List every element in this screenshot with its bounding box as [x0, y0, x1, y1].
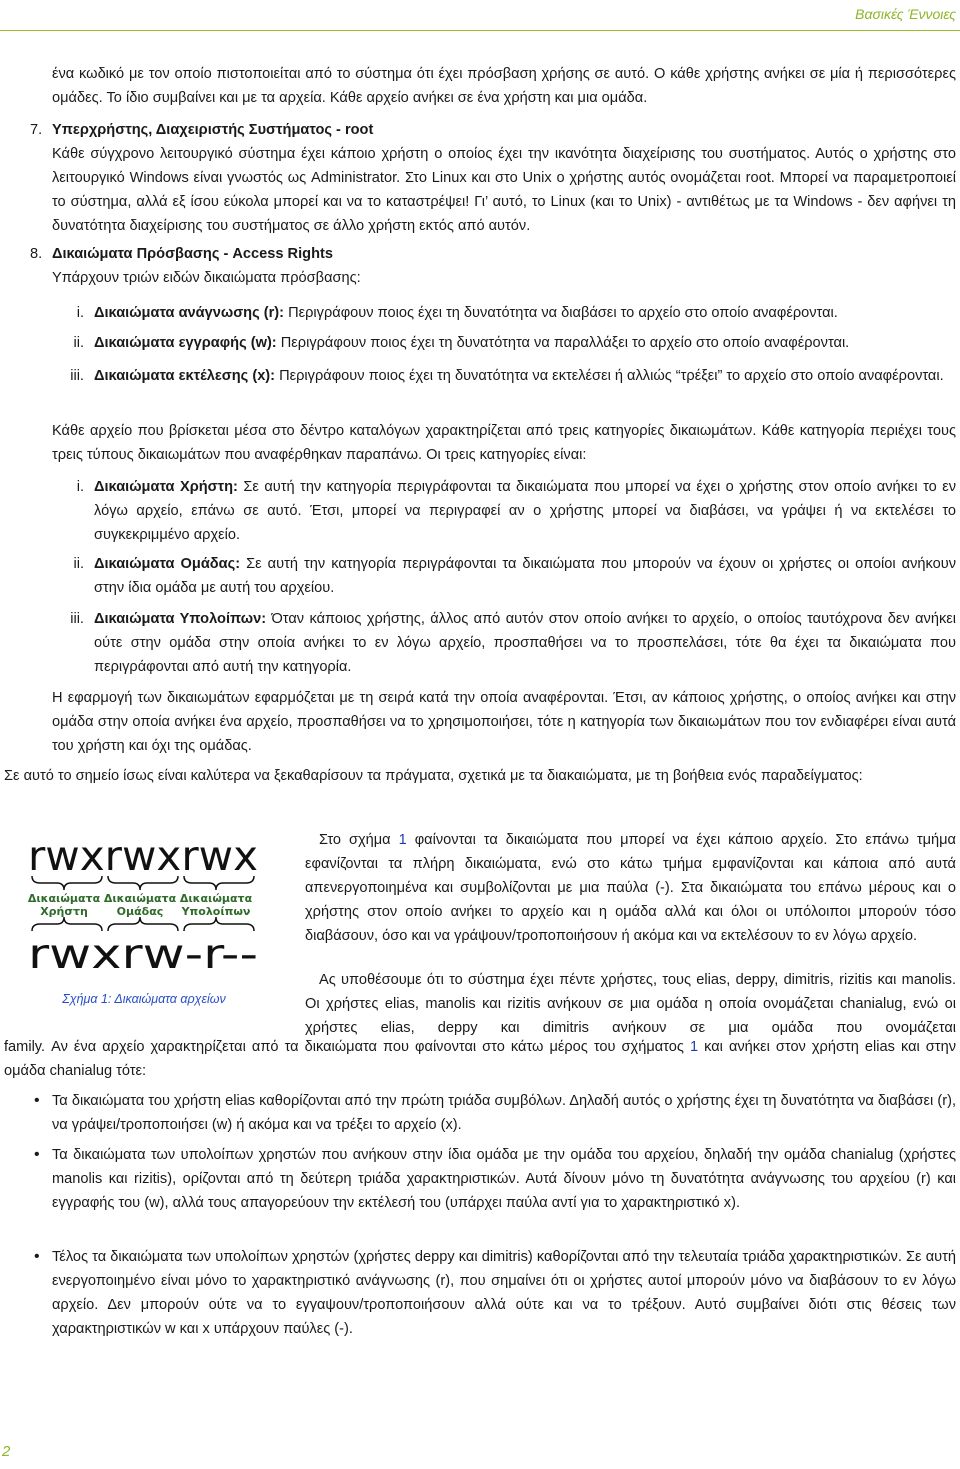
category-group-num: ii. [73, 556, 84, 572]
transition-paragraph: Σε αυτό το σημείο ίσως είναι καλύτερα να ξεκαθαρίσουν τα πράγματα, σχετικά με τα διακαιώματα, με τη βοήθεια ενός παραδείγματος: [4, 768, 863, 784]
header-divider [0, 30, 960, 31]
example-p1-start: Στο σχήμα [319, 832, 399, 848]
section-8-lead: Υπάρχουν τριών ειδών δικαιώματα πρόσβασης: [52, 270, 361, 286]
right-write-text: Περιγράφουν ποιος έχει τη δυνατότητα να παραλλάξει το αρχείο στο οποίο αναφέρονται. [276, 335, 850, 351]
permissions-diagram [26, 828, 266, 988]
right-exec-head: Δικαιώματα εκτέλεσης (x): [94, 368, 276, 384]
category-user [94, 475, 956, 547]
category-others [94, 607, 956, 679]
section-7-body: Κάθε σύγχρονο λειτουργικό σύστημα έχει κάποιο χρήστη ο οποίος έχει την ικανότητα διαχείρισης του συστήματος. Αυτός ο χρήστης στο λειτουργικό Windows είναι γνωστός ως Administrator. Στο Linux και στο Unix ο χρήστης αυτός ονομάζεται root. Μπορεί να παραμετροποιεί το σύστημα, αλλά εξ ίσου εύκολα μπορεί και να το καταστρέψει! Γι’ αυτό, το Linux (και το Unix) - αντιθέτως με τα Windows - δεν αφήνει τη δυνατότητα διαχείρισης του συστήματος σε άλλο χρήστη εκτός από αυτόν. [52, 146, 956, 234]
bullet-2: Τα δικαιώματα των υπολοίπων χρηστών που ανήκουν στην ίδια ομάδα με την ομάδα του αρχείου, δηλαδή την ομάδα chanialug (χρήστες manolis και rizitis), ορίζονται από τη δεύτερη τριάδα χαρακτηριστικών. Αυτά δίνουν μόνο τη δυνατότητα ανάγνωσης του αρχείου (r) και εγγραφής του (w), αλλά τους απαγορεύουν την εκτέλεσή του (υπάρχει παύλα αντί για το χαρακτηριστικό x). [52, 1147, 956, 1211]
category-others-text: Όταν κάποιος χρήστης, άλλος από αυτόν στον οποίο ανήκει το αρχείο, ο οποίος ταυτόχρονα δεν ανήκει ούτε στην ομάδα στην οποία ανήκει το εν λόγω αρχείο, προσπαθήσει να το προσπελάσει, τότε θα έχει τα δικαιώματα που περιγράφονται από αυτή την κατηγορία. [94, 611, 957, 675]
category-user-head: Δικαιώματα Χρήστη: [94, 479, 238, 495]
label-group-line2: Ομάδας [116, 905, 164, 918]
section-7-title: Υπερχρήστης, Διαχειριστής Συστήματος - root [52, 122, 374, 138]
bullet-3-marker: • [34, 1248, 40, 1265]
category-user-text: Σε αυτή την κατηγορία περιγράφονται τα δικαιώματα που μπορεί να έχει ο χρήστης στον οποίο ανήκει το εν λόγω αρχείο, επάνω σε αυτό. Έτσι, μπορεί να περιγραφεί αν ο χρήστης μπορεί να διαβάσει, να γράψει ή να εκτελέσει το συγκεκριμμένο αρχείο. [94, 479, 956, 543]
page-number: 2 [2, 1443, 11, 1460]
figure-caption: Σχήμα 1: Δικαιώματα αρχείων [62, 992, 226, 1006]
category-group [94, 552, 956, 600]
category-others-head: Δικαιώματα Υπολοίπων: [94, 611, 267, 627]
section-7-number: 7. [30, 122, 43, 138]
category-group-head: Δικαιώματα Ομάδας: [94, 556, 241, 572]
categories-lead: Κάθε αρχείο που βρίσκεται μέσα στο δέντρο καταλόγων χαρακτηρίζεται από τρεις κατηγορίες δικαιωμάτων. Κάθε κατηγορία περιέχει τους τρεις τύπους δικαιωμάτων που αναφέρθηκαν παραπάνω. Οι τρεις κατηγορίες είναι: [52, 423, 956, 463]
header-title: Βασικές Έννοιες [855, 6, 956, 22]
right-exec-num: iii. [70, 368, 84, 384]
right-read-text: Περιγράφουν ποιος έχει τη δυνατότητα να διαβάσει το αρχείο στο οποίο αναφέρονται. [284, 305, 838, 321]
example-permissions-string: rwxrw-r-- [28, 930, 258, 978]
example-paragraph-2-continued [4, 1035, 956, 1083]
section-8-number: 8. [30, 246, 43, 262]
right-write-head: Δικαιώματα εγγραφής (w): [94, 335, 277, 351]
example-paragraph-2: Ας υποθέσουμε ότι το σύστημα έχει πέντε χρήστες, τους elias, deppy, dimitris, rizitis και manolis. Οι χρήστες elias, manolis και rizitis ανήκουν σε μια ομάδα η οποία ονομάζεται chanialug, ενώ οι χρήστες elias, deppy και dimitris ανήκουν σε μια ομάδα που ονομάζεται [305, 972, 956, 1036]
figure-reference-link[interactable]: 1 [398, 832, 407, 848]
example-p2-middle: family. Αν ένα αρχείο χαρακτηρίζεται από τα δικαιώματα που φαίνονται στο κάτω μέρος του σχήματος [4, 1039, 690, 1055]
application-paragraph: Η εφαρμογή των δικαιωμάτων εφαρμόζεται με τη σειρά κατά την οποία αναφέρονται. Έτσι, αν κάποιος χρήστης, ο οποίος ανήκει και στην ομάδα στην οποία ανήκει ένα αρχείο, προσπαθήσει να το χρησιμοποιήσει, τότε η κατηγορία των δικαιωμάτων που τον ενδιαφέρει είναι αυτά του χρήστη και όχι της ομάδας. [52, 690, 956, 754]
bullet-2-marker: • [34, 1146, 40, 1163]
brace-group-bottom [108, 917, 178, 931]
right-exec [94, 364, 956, 388]
label-group-line1: Δικαιώματα [103, 892, 177, 905]
example-p1-end: φαίνονται τα δικαιώματα που μπορεί να έχει κάποιο αρχείο. Στο επάνω τμήμα εφανίζονται τα πλήρη δικαιώματα, ενώ στο κάτω τμήμα εμφανίζονται και κάποια από αυτά απενεργοποιημένα και συμβολίζονται με μια παύλα (-). Στα δικαιώματα του επάνω μέρους και ο χρήστης στον οποίο ανήκει το αρχείο και η ομάδα αλλά και όλοι οι υπόλοιποι μπορούν τόσο διαβάσουν, όσο και να γράψουν/τροποποιήσουν ή ακόμα και να εκτελέσουν το εν λόγω αρχείο. [305, 832, 956, 944]
right-exec-text: Περιγράφουν ποιος έχει τη δυνατότητα να εκτελέσει ή αλλιώς “τρέξει” το αρχείο στο οποίο αναφέρονται. [275, 368, 944, 384]
category-user-num: i. [76, 479, 84, 495]
intro-paragraph: ένα κωδικό με τον οποίο πιστοποιείται από το σύστημα ότι έχει πρόσβαση χρήσης σε αυτό. Ο κάθε χρήστης ανήκει σε μία ή περισσότερες ομάδες. Το ίδιο συμβαίνει και με τα αρχεία. Κάθε αρχείο ανήκει σε ένα χρήστη και μια ομάδα. [52, 66, 956, 106]
bullet-1: Τα δικαιώματα του χρήστη elias καθορίζονται από την πρώτη τριάδα συμβόλων. Δηλαδή αυτός ο χρήστης έχει τη δυνατότητα να διαβάσει (r), να γράψει/τροποποιήσει (w) ή ακόμα και να τρέξει το αρχείο (x). [52, 1093, 956, 1133]
label-user-line1: Δικαιώματα [27, 892, 101, 905]
category-group-text: Σε αυτή την κατηγορία περιγράφονται τα δικαιώματα που μπορούν να έχουν οι χρήστες οι οποίοι ανήκουν στην ίδια ομάδα με αυτή του αρχείου. [94, 556, 956, 596]
label-others-line1: Δικαιώματα [179, 892, 253, 905]
brace-others-bottom [184, 917, 254, 931]
right-write [94, 331, 956, 355]
example-paragraph-1 [305, 828, 956, 948]
full-permissions-string: rwxrwxrwx [28, 832, 258, 880]
right-read-num: i. [76, 305, 84, 321]
right-write-num: ii. [73, 335, 84, 351]
right-read-head: Δικαιώματα ανάγνωσης (r): [94, 305, 285, 321]
figure-reference-link-2[interactable]: 1 [689, 1039, 699, 1055]
bullet-1-marker: • [34, 1092, 40, 1109]
example-p2-end: και ανήκει στον χρήστη elias και στην ομάδα chanialug τότε: [4, 1039, 956, 1079]
section-8-title: Δικαιώματα Πρόσβασης - Access Rights [52, 246, 333, 262]
bullet-3: Τέλος τα δικαιώματα των υπολοίπων χρηστών (χρήστες deppy και dimitris) καθορίζονται από την τελευταία τριάδα χαρακτηριστικών. Σε αυτή ενεργοποιημένο είναι μόνο το χαρακτηριστικό ανάγνωσης (r), που σημαίνει ότι οι χρήστες αυτοί μπορούν μόνο να διαβάσουν το εν λόγω αρχείο. Δεν μπορούν ούτε να το εγγαψουν/τροποποιήσουν αλλά ούτε και να το τρέξουν. Αυτό συμβαίνει διότι στις θέσεις των χαρακτηριστικών w και x υπάρχουν παύλες (-). [52, 1249, 956, 1337]
label-user-line2: Χρήστη [40, 905, 88, 918]
label-others-line2: Υπολοίπων [181, 905, 251, 918]
brace-user-bottom [32, 917, 102, 931]
right-read [94, 301, 956, 325]
category-others-num: iii. [70, 611, 84, 627]
